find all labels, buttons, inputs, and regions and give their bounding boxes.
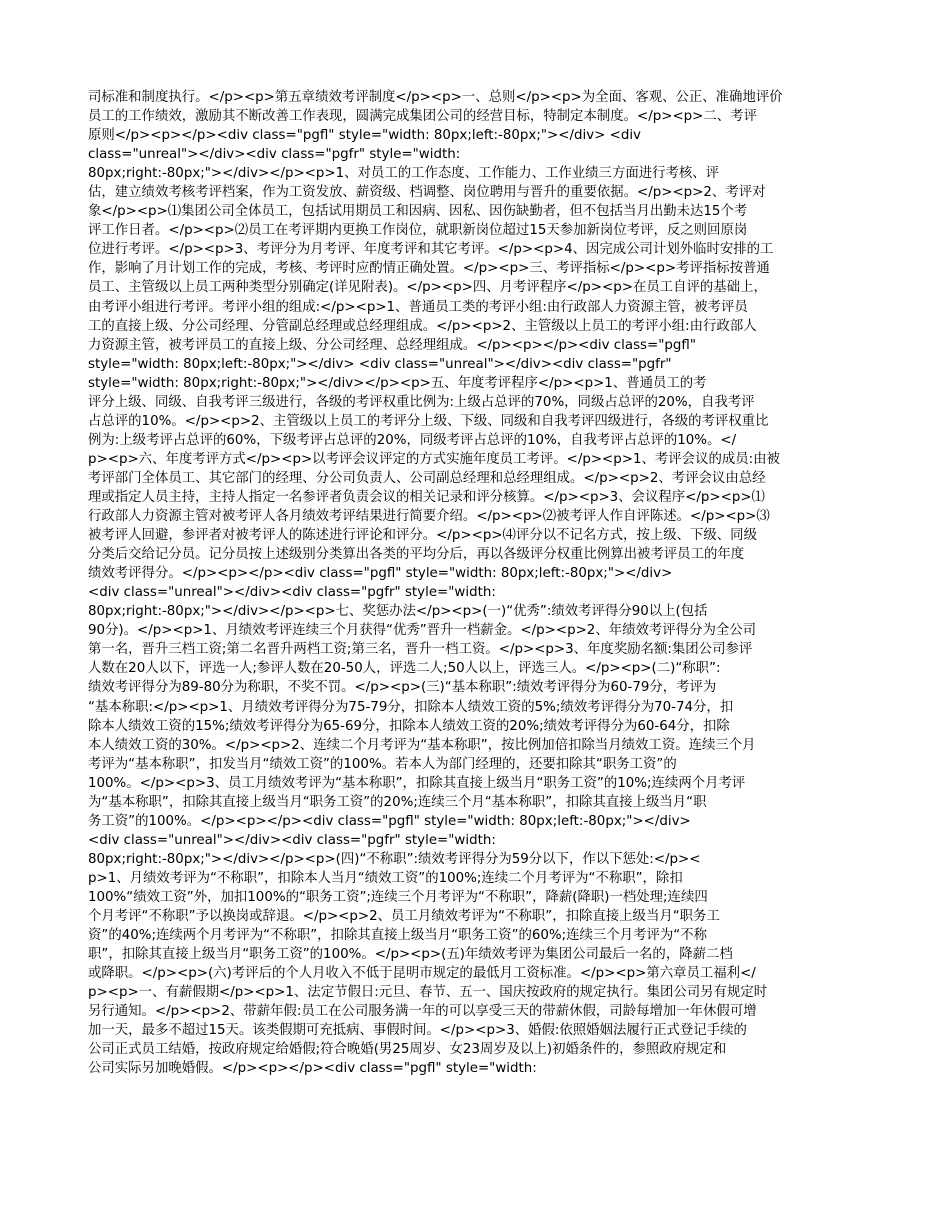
text-line: style="width: 80px;left:-80px;"></div> <div class="unreal"></div><div class="pgfr": [88, 356, 672, 372]
text-line: 原则</p><p></p><div class="pgfl" style="width: 80px;left:-80px;"></div> <div: [88, 128, 641, 144]
text-line: 估，建立绩效考核考评档案，作为工资发放、薪资级、档调整、岗位聘用与晋升的重要依据。</p><p>2、考评对: [88, 185, 766, 201]
text-line: 力资源主管，被考评员工的直接上级、分公司经理、总经理组成。</p><p></p><div class="pgfl": [88, 337, 697, 353]
text-line: 员工、主管级以上员工两种类型分别确定(详见附表)。</p><p>四、月考评程序</p><p>在员工自评的基础上，: [88, 280, 767, 296]
text-line: <div class="unreal"></div><div class="pgfr" style="width:: [88, 832, 496, 848]
text-line: 本人绩效工资的30%。</p><p>2、连续二个月考评为“基本称职”，按比例加倍扣除当月绩效工资。连续三个月: [88, 737, 756, 753]
text-line: 个月考评“不称职”予以换岗或辞退。</p><p>2、员工月绩效考评为“不称职”，扣除直接上级当月“职务工: [88, 909, 720, 925]
text-line: 80px;right:-80px;"></div></p><p>七、奖惩办法</p><p>(一)“优秀”:绩效考评得分90以上(包括: [88, 604, 708, 620]
text-line: 象</p><p>⑴集团公司全体员工，包括试用期员工和因病、因私、因伤缺勤者，但不包括当月出勤未达15个考: [88, 204, 748, 220]
text-line: 或降职。</p><p>(六)考评后的个人月收入不低于昆明市规定的最低月工资标准。</p><p>第六章员工福利</: [88, 966, 756, 982]
text-line: 工的直接上级、分公司经理、分管副总经理或总经理组成。</p><p>2、主管级以上员工的考评小组:由行政部人: [88, 318, 757, 334]
text-line: 作，影响了月计划工作的完成，考核、考评时应酌情正确处置。</p><p>三、考评指标</p><p>考评指标按普通: [88, 261, 770, 277]
text-line: 80px;right:-80px;"></div></p><p>1、对员工的工作态度、工作能力、工作业绩三方面进行考核、评: [88, 166, 720, 182]
document-page: [88, 88, 862, 1078]
text-line: 100%“绩效工资”外，加扣100%的“职务工资”;连续三个月考评为“不称职”，降薪(降职)一档处理;连续四: [88, 889, 708, 905]
text-line: 理或指定人员主持，主持人指定一名参评者负责会议的相关记录和评分核算。</p><p>3、会议程序</p><p>⑴: [88, 489, 765, 505]
text-line: 第一名，晋升三档工资;第二名晋升两档工资;第三名，晋升一档工资。</p><p>3、年度奖励名额:集团公司参评: [88, 642, 753, 658]
text-line: 职”，扣除其直接上级当月“职务工资”的100%。</p><p>(五)年绩效考评为集团公司最后一名的，降薪二档: [88, 947, 733, 963]
text-line: 位进行考评。</p><p>3、考评分为月考评、年度考评和其它考评。</p><p>4、因完成公司计划外临时安排的工: [88, 242, 774, 258]
text-line: 为“基本称职”，扣除其直接上级当月“职务工资”的20%;连续三个月“基本称职”，扣除其直接上级当月“职: [88, 794, 707, 810]
text-line: 绩效考评得分。</p><p></p><div class="pgfl" style="width: 80px;left:-80px;"></div>: [88, 566, 673, 582]
text-line: “基本称职:</p><p>1、月绩效考评得分为75-79分，扣除本人绩效工资的5%;绩效考评得分为70-74分，扣: [88, 699, 734, 715]
text-line: p><p>一、有薪假期</p><p>1、法定节假日:元旦、春节、五一、国庆按政府的规定执行。集团公司另有规定时: [88, 985, 768, 1001]
text-line: 公司正式员工结婚，按政府规定给婚假;符合晚婚(男25周岁、女23周岁及以上)初婚条件的，参照政府规定和: [88, 1042, 727, 1058]
text-line: 另行通知。</p><p>2、带薪年假:员工在公司服务满一年的可以享受三天的带薪休假，司龄每增加一年休假可增: [88, 1004, 757, 1020]
text-line: 评工作日者。</p><p>⑵员工在考评期内更换工作岗位，就职新岗位超过15天参加新岗位考评，反之则回原岗: [88, 223, 748, 239]
text-line: 人数在20人以下，评选一人;参评人数在20-50人，评选二人;50人以上，评选三人。</p><p>(二)“称职”:: [88, 661, 721, 677]
text-line: <div class="unreal"></div><div class="pgfr" style="width:: [88, 585, 496, 601]
text-line: 考评部门全体员工、其它部门的经理、分公司负责人、公司副总经理和总经理组成。</p><p>2、考评会议由总经: [88, 470, 766, 486]
text-line: 除本人绩效工资的15%;绩效考评得分为65-69分，扣除本人绩效工资的20%;绩效考评得分为60-64分，扣除: [88, 718, 730, 734]
text-line: 务工资”的100%。</p><p></p><div class="pgfl" style="width: 80px;left:-80px;"></div>: [88, 813, 691, 829]
text-line: 90分)。</p><p>1、月绩效考评连续三个月获得“优秀”晋升一档薪金。</p><p>2、年绩效考评得分为全公司: [88, 623, 757, 639]
text-line: 分类后交给记分员。记分员按上述级别分类算出各类的平均分后，再以各级评分权重比例算出被考评员工的年度: [88, 547, 745, 563]
text-line: p>1、月绩效考评为“不称职”，扣除本人当月“绩效工资”的100%;连续二个月考评为“不称职”，除扣: [88, 870, 683, 886]
text-line: 例为:上级考评占总评的60%，下级考评占总评的20%，同级考评占总评的10%，自我考评占总评的10%。</: [88, 432, 737, 448]
text-line: 考评为“基本称职”，扣发当月“绩效工资”的100%。若本人为部门经理的，还要扣除其“职务工资”的: [88, 756, 677, 772]
text-line: 80px;right:-80px;"></div></p><p>(四)“不称职”:绩效考评得分为59分以下，作以下惩处:</p><: [88, 851, 701, 867]
text-line: 司标准和制度执行。</p><p>第五章绩效考评制度</p><p>一、总则</p><p>为全面、客观、公正、准确地评价: [88, 90, 783, 105]
text-line: p><p>六、年度考评方式</p><p>以考评会议评定的方式实施年度员工考评。</p><p>1、考评会议的成员:由被: [88, 451, 780, 467]
text-line: 占总评的10%。</p><p>2、主管级以上员工的考评分上级、下级、同级和自我考评四级进行，各级的考评权重比: [88, 413, 769, 429]
text-line: 公司实际另加晚婚假。</p><p></p><div class="pgfl" style="width:: [88, 1061, 537, 1077]
text-line: 被考评人回避，参评者对被考评人的陈述进行评论和评分。</p><p>⑷评分以不记名方式，按上级、下级、同级: [88, 528, 757, 544]
text-line: 员工的工作绩效，激励其不断改善工作表现，圆满完成集团公司的经营目标，特制定本制度。</p><p>二、考评: [88, 109, 757, 125]
text-line: 评分上级、同级、自我考评三级进行，各级的考评权重比例为:上级占总评的70%，同级占总评的20%，自我考评: [88, 394, 755, 410]
text-line: style="width: 80px;right:-80px;"></div></p><p>五、年度考评程序</p><p>1、普通员工的考: [88, 375, 707, 391]
text-line: 行政部人力资源主管对被考评人各月绩效考评结果进行简要介绍。</p><p>⑵被考评人作自评陈述。</p><p>⑶: [88, 509, 770, 525]
text-line: 由考评小组进行考评。考评小组的组成:</p><p>1、普通员工类的考评小组:由行政部人力资源主管，被考评员: [88, 299, 748, 315]
text-line: 加一天，最多不超过15天。该类假期可充抵病、事假时间。</p><p>3、婚假:依照婚姻法履行正式登记手续的: [88, 1023, 747, 1039]
text-line: 资”的40%;连续两个月考评为“不称职”，扣除其直接上级当月“职务工资”的60%;连续三个月考评为“不称: [88, 928, 708, 944]
text-line: class="unreal"></div><div class="pgfr" style="width:: [88, 147, 461, 163]
text-line: 100%。</p><p>3、员工月绩效考评为“基本称职”，扣除其直接上级当月“职务工资”的10%;连续两个月考评: [88, 775, 746, 791]
text-line: 绩效考评得分为89-80分为称职，不奖不罚。</p><p>(三)“基本称职”:绩效考评得分为60-79分，考评为: [88, 680, 717, 696]
